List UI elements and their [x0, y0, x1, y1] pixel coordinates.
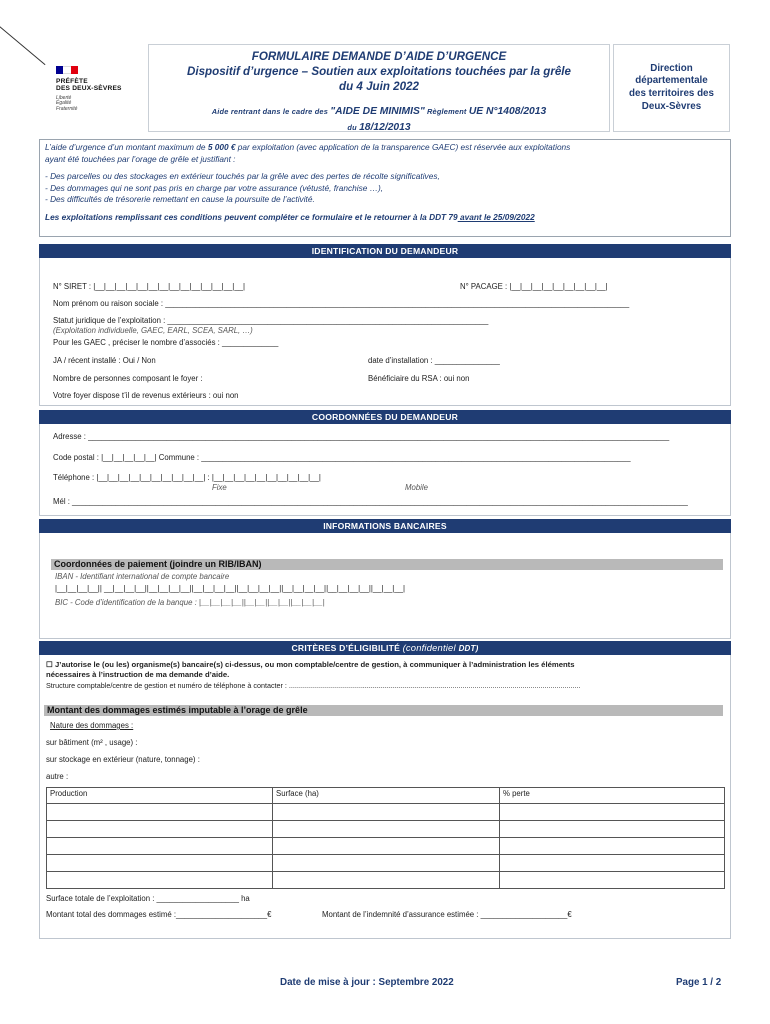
- criteres-header: CRITÈRES D’ÉLIGIBILITÉ (confidentiel DDT): [39, 641, 731, 655]
- ja-field[interactable]: JA / récent installé : Oui / Non: [53, 356, 156, 365]
- autorisation-text-2: nécessaires à l’instruction de ma demande d’aide.: [46, 670, 230, 679]
- table-cell[interactable]: [500, 855, 725, 872]
- motto-egalite: Égalité: [56, 100, 72, 107]
- form-subtitle: Dispositif d’urgence – Soutien aux exploitations touchées par la grêle: [187, 65, 571, 78]
- table-cell[interactable]: [273, 872, 500, 889]
- nom-field[interactable]: Nom prénom ou raison sociale : ___________________________________________________________________________________________________________: [53, 299, 630, 308]
- nature-dommages-label: Nature des dommages :: [50, 721, 134, 730]
- motto-fraternite: Fraternité: [56, 106, 78, 112]
- col-surface: Surface (ha): [273, 788, 500, 804]
- intro-paragraph: L’aide d’urgence d’un montant maximum de 5 000 € par exploitation (avec application de la transparence GAEC) est réservée aux exploitations: [45, 142, 571, 152]
- table-cell[interactable]: [500, 821, 725, 838]
- table-cell[interactable]: [273, 838, 500, 855]
- montant-total-field[interactable]: Montant total des dommages estimé :_____________________€: [46, 910, 272, 919]
- french-flag-icon: [56, 66, 78, 74]
- pacage-field[interactable]: N° PACAGE : |__|__|__|__|__|__|__|__|__|: [460, 282, 608, 291]
- condition-3: - Des difficultés de trésorerie remettant en cause la poursuite de l’activité.: [45, 194, 315, 204]
- autre-field[interactable]: autre :: [46, 772, 69, 781]
- statut-field[interactable]: Statut juridique de l’exploitation : __________________________________________________________________________: [53, 316, 489, 325]
- ddt-line-3: des territoires des: [629, 88, 714, 99]
- mel-field[interactable]: Mél : ______________________________________________________________________________________________________________________________________________: [53, 497, 688, 506]
- page-number: Page 1 / 2: [676, 977, 722, 988]
- adresse-field[interactable]: Adresse : ______________________________________________________________________________________________________________________________________: [53, 432, 670, 441]
- form-title-box: [148, 44, 610, 132]
- table-cell[interactable]: [273, 804, 500, 821]
- table-cell[interactable]: [47, 855, 273, 872]
- ddt-line-1: Direction: [650, 62, 693, 74]
- code-postal-field[interactable]: Code postal : |__|__|__|__|__| Commune : ___________________________________________________________________________________________________: [53, 453, 631, 462]
- table-cell[interactable]: [47, 804, 273, 821]
- condition-2: - Des dommages qui ne sont pas pris en charge par votre assurance (vétusté, franchise …),: [45, 182, 384, 193]
- ddt-box: [613, 44, 730, 132]
- ddt-line-4: Deux-Sèvres: [641, 100, 702, 112]
- telephone-field[interactable]: Téléphone : |__|__|__|__|__|__|__|__|__|__| : |__|__|__|__|__|__|__|__|__|__|: [53, 473, 321, 482]
- bancaires-header: INFORMATIONS BANCAIRES: [39, 519, 731, 533]
- prefecture-logo: [56, 66, 146, 113]
- motto-liberte: Liberté: [56, 94, 72, 101]
- montant-dommages-title: Montant des dommages estimés imputable à l’orage de grêle: [44, 705, 723, 716]
- gaec-field[interactable]: Pour les GAEC , préciser le nombre d’associés : _____________: [53, 338, 279, 347]
- production-table: [46, 787, 725, 889]
- iban-label: IBAN - Identifiant international de compte bancaire: [55, 572, 230, 581]
- coordonnees-header: COORDONNÉES DU DEMANDEUR: [39, 410, 731, 424]
- structure-field[interactable]: Structure comptable/centre de gestion et numéro de téléphone à contacter : ..................................................................................................................................................: [46, 681, 581, 690]
- table-cell[interactable]: [47, 821, 273, 838]
- table-cell[interactable]: [273, 855, 500, 872]
- deadline-statement: Les exploitations remplissant ces conditions peuvent compléter ce formulaire et le retourner à la DDT 79 avant le 25/09/2022: [45, 211, 535, 222]
- table-row: [47, 838, 725, 855]
- coordonnees-paiement-title: Coordonnées de paiement (joindre un RIB/IBAN): [51, 559, 723, 570]
- stockage-field[interactable]: sur stockage en extérieur (nature, tonnage) :: [46, 755, 200, 764]
- ddt-line-2: départementale: [635, 75, 708, 87]
- autorisation-checkbox[interactable]: ☐ J’autorise le (ou les) organisme(s) bancaire(s) ci-dessus, ou mon comptable/centre de gestion, à communiquer à l’administration les éléments: [46, 660, 575, 669]
- fixe-label: Fixe: [212, 483, 227, 492]
- corner-fold-line: [0, 18, 45, 65]
- table-cell[interactable]: [273, 821, 500, 838]
- montant-assurance-field[interactable]: Montant de l’indemnité d’assurance estimée : ____________________€: [322, 910, 572, 919]
- bic-field[interactable]: BIC - Code d’identification de la banque : |__|__|__|__||__|__||__|__||__|__|__|: [55, 598, 325, 607]
- siret-field[interactable]: N° SIRET : |__|__|__|__|__|__|__|__|__|__|__|__|__|__|: [53, 282, 246, 291]
- table-cell[interactable]: [47, 872, 273, 889]
- rsa-field[interactable]: Bénéficiaire du RSA : oui non: [368, 374, 470, 383]
- batiment-field[interactable]: sur bâtiment (m² , usage) :: [46, 738, 138, 747]
- intro-paragraph-2: ayant été touchées par l’orage de grêle et justifiant :: [45, 153, 236, 164]
- table-row: [47, 821, 725, 838]
- form-title: FORMULAIRE DEMANDE D’AIDE D’URGENCE: [251, 50, 507, 63]
- foyer-field[interactable]: Nombre de personnes composant le foyer :: [53, 374, 203, 383]
- mobile-label: Mobile: [405, 483, 428, 492]
- surface-totale-field[interactable]: Surface totale de l’exploitation : ___________________ ha: [46, 894, 250, 903]
- table-row: [47, 872, 725, 889]
- table-cell[interactable]: [500, 804, 725, 821]
- col-production: Production: [47, 788, 273, 804]
- logo-line-2: DES DEUX-SÈVRES: [56, 85, 122, 93]
- condition-1: - Des parcelles ou des stockages en extérieur touchés par la grêle avec des pertes de récolte significatives,: [45, 171, 440, 181]
- footer-date: Date de mise à jour : Septembre 2022: [280, 977, 454, 988]
- date-installation-field[interactable]: date d’installation : _______________: [368, 356, 500, 365]
- form-date: du 4 Juin 2022: [339, 80, 419, 93]
- logo-line-1: PRÉFÈTE: [56, 78, 88, 85]
- table-cell[interactable]: [500, 872, 725, 889]
- table-cell[interactable]: [500, 838, 725, 855]
- table-cell[interactable]: [47, 838, 273, 855]
- iban-field[interactable]: |__|__|__|__|| __|__|__|__||__|__|__|__||__|__|__|__||__|__|__|__||__|__|__|__||__|__|__|__||__|__|__|: [55, 584, 406, 593]
- identification-header: IDENTIFICATION DU DEMANDEUR: [39, 244, 731, 258]
- revenus-field[interactable]: Votre foyer dispose t’il de revenus extérieurs : oui non: [53, 391, 239, 400]
- statut-hint: (Exploitation individuelle, GAEC, EARL, SCEA, SARL, …): [53, 326, 253, 335]
- table-row: [47, 855, 725, 872]
- intro-box: [39, 139, 731, 237]
- de-minimis-line: Aide rentrant dans le cadre des "AIDE DE MINIMIS" Règlement UE N°1408/2013 du 18/12/2013: [211, 106, 547, 133]
- col-perte: % perte: [500, 788, 725, 804]
- table-row: [47, 804, 725, 821]
